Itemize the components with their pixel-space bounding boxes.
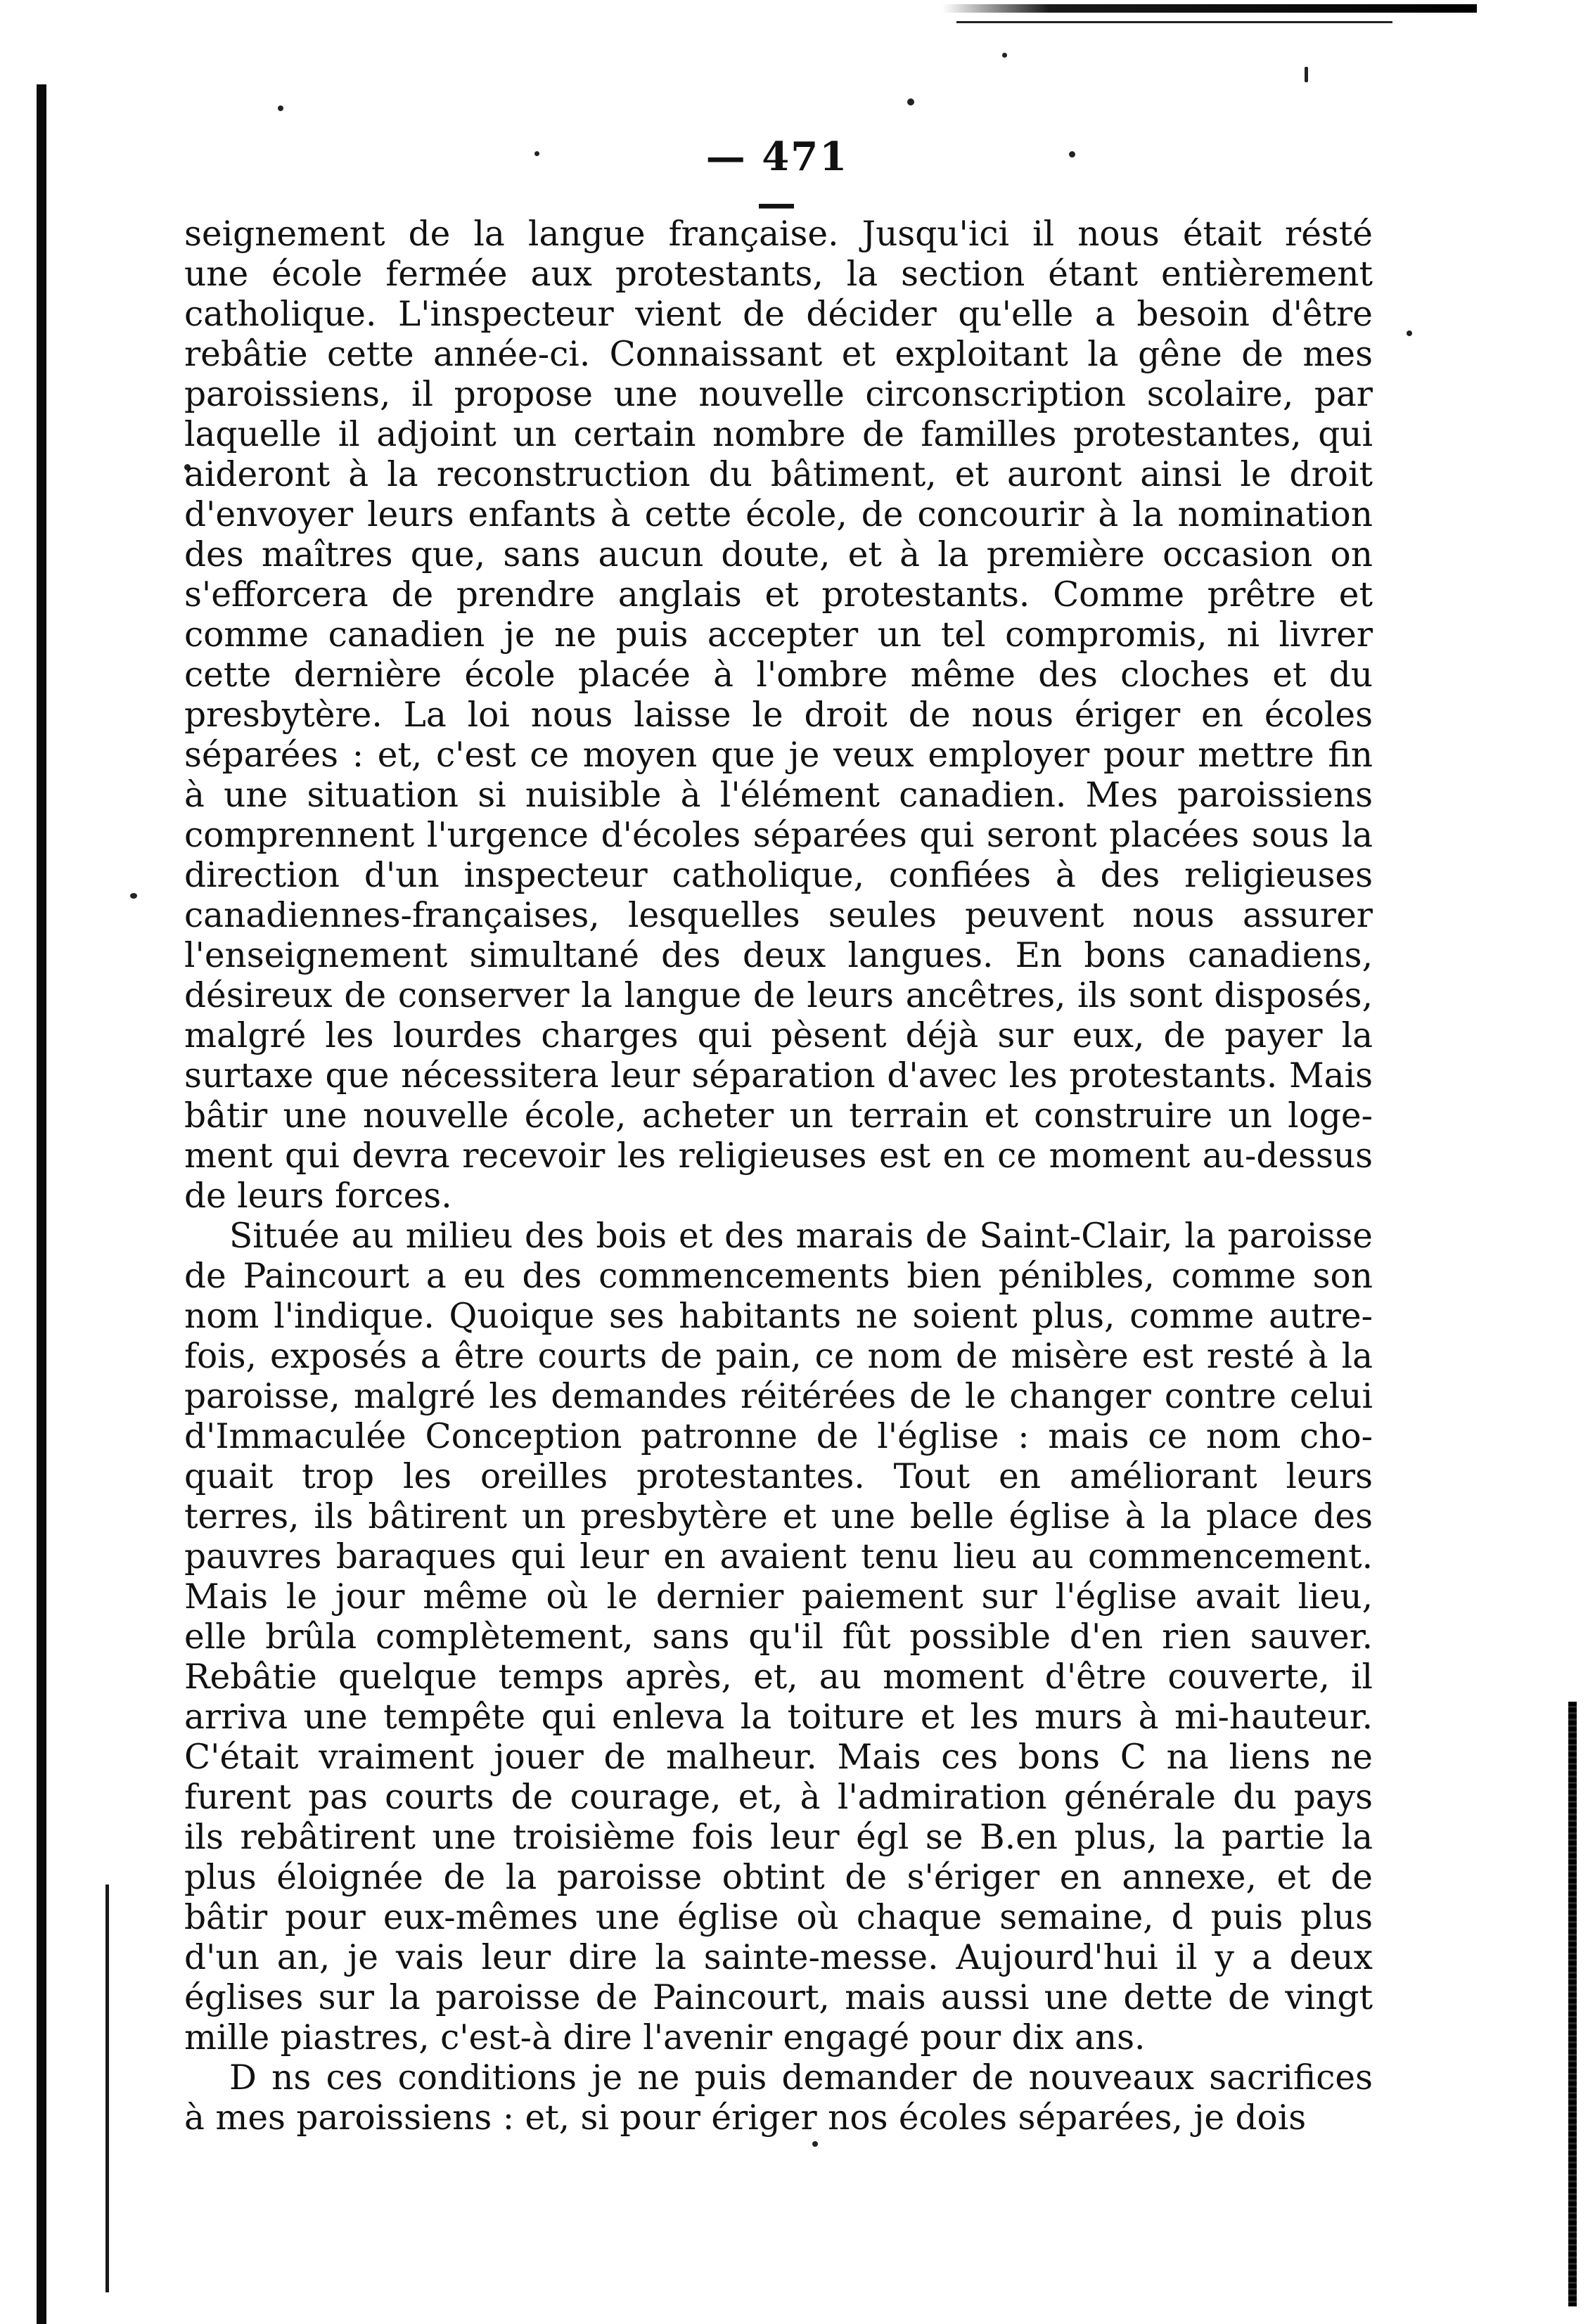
text-line: églises sur la paroisse de Paincourt, mais aussi une dette de vingt	[184, 1978, 1373, 2017]
text-line: aideront à la reconstruction du bâtiment, et auront ainsi le droit	[184, 455, 1373, 494]
scan-edge-right	[1568, 1702, 1577, 2306]
scan-speck	[278, 105, 283, 111]
text-line: arriva une tempête qui enleva la toiture et les murs à mi-hauteur.	[184, 1697, 1373, 1737]
text-line: Située au milieu des bois et des marais de Saint-Clair, la paroisse	[229, 1216, 1373, 1256]
text-line: à mes paroissiens : et, si pour ériger nos écoles séparées, je dois	[184, 2098, 1307, 2138]
text-line: canadiennes-françaises, lesquelles seules peuvent nous assurer	[184, 896, 1373, 935]
scan-speck	[1407, 330, 1412, 336]
text-line: D ns ces conditions je ne puis demander de nouveaux sacrifices	[229, 2058, 1373, 2098]
text-line: d'un an, je vais leur dire la sainte-messe. Aujourd'hui il y a deux	[184, 1938, 1373, 1977]
text-line: laquelle il adjoint un certain nombre de familles protestantes, qui	[184, 415, 1373, 454]
text-line: ment qui devra recevoir les religieuses est en ce moment au-dessus	[184, 1136, 1373, 1176]
text-line: désireux de conserver la langue de leurs ancêtres, ils sont disposés,	[184, 976, 1373, 1015]
text-line: pauvres baraques qui leur en avaient tenu lieu au commencement.	[184, 1537, 1373, 1577]
text-line: de leurs forces.	[184, 1176, 452, 1216]
text-line: Rebâtie quelque temps après, et, au moment d'être couverte, il	[184, 1657, 1373, 1697]
scan-speck	[1002, 53, 1007, 58]
text-line: catholique. L'inspecteur vient de décider qu'elle a besoin d'être	[184, 295, 1373, 334]
scan-edge-top-thin	[956, 21, 1392, 23]
text-line: d'Immaculée Conception patronne de l'église : mais ce nom cho-	[184, 1417, 1373, 1456]
text-line: bâtir pour eux-mêmes une église où chaque semaine, d puis plus	[184, 1898, 1373, 1937]
text-line: comprennent l'urgence d'écoles séparées qui seront placées sous la	[184, 816, 1373, 855]
text-line: elle brûla complètement, sans qu'il fût possible d'en rien sauver.	[184, 1617, 1373, 1657]
text-line: furent pas courts de courage, et, à l'admiration générale du pays	[184, 1778, 1373, 1817]
text-line: de Paincourt a eu des commencements bien pénibles, comme son	[184, 1257, 1373, 1296]
text-line: nom l'indique. Quoique ses habitants ne soient plus, comme autre-	[184, 1297, 1373, 1336]
text-line: bâtir une nouvelle école, acheter un terrain et construire un loge-	[184, 1096, 1373, 1136]
text-line: terres, ils bâtirent un presbytère et une belle église à la place des	[184, 1497, 1373, 1536]
text-line: malgré les lourdes charges qui pèsent déjà sur eux, de payer la	[184, 1016, 1373, 1055]
text-line: paroissiens, il propose une nouvelle circonscription scolaire, par	[184, 375, 1373, 414]
text-line: plus éloignée de la paroisse obtint de s'ériger en annexe, et de	[184, 1858, 1373, 1897]
paragraph	[184, 214, 1373, 1216]
paragraph	[184, 2058, 1373, 2138]
scan-speck	[534, 151, 539, 156]
text-line: seignement de la langue française. Jusqu'ici il nous était résté	[184, 214, 1373, 254]
scan-edge-left	[37, 84, 46, 2324]
text-line: quait trop les oreilles protestantes. Tout en améliorant leurs	[184, 1457, 1373, 1496]
text-line: paroisse, malgré les demandes réitérées de le changer contre celui	[184, 1377, 1373, 1416]
text-line: Mais le jour même où le dernier paiement sur l'église avait lieu,	[184, 1577, 1373, 1617]
text-line: une école fermée aux protestants, la section étant entièrement	[184, 255, 1373, 294]
text-line: surtaxe que nécessitera leur séparation d'avec les protestants. Mais	[184, 1056, 1373, 1096]
page-number: — 471 —	[705, 134, 849, 226]
text-line: l'enseignement simultané des deux langues. En bons canadiens,	[184, 936, 1373, 975]
text-line: comme canadien je ne puis accepter un tel compromis, ni livrer	[184, 615, 1373, 655]
scan-edge-left-thin	[105, 1885, 109, 2292]
text-line: des maîtres que, sans aucun doute, et à la première occasion on	[184, 535, 1373, 574]
text-line: séparées : et, c'est ce moyen que je veux employer pour mettre fin	[184, 736, 1373, 775]
body-text	[184, 214, 1373, 2138]
text-line: à une situation si nuisible à l'élément canadien. Mes paroissiens	[184, 776, 1373, 815]
text-line: s'efforcera de prendre anglais et protestants. Comme prêtre et	[184, 575, 1373, 615]
text-line: cette dernière école placée à l'ombre même des cloches et du	[184, 655, 1373, 695]
text-line: C'était vraiment jouer de malheur. Mais ces bons C na liens ne	[184, 1738, 1373, 1777]
text-line: ils rebâtirent une troisième fois leur égl se B.en plus, la partie la	[184, 1818, 1373, 1857]
text-line: d'envoyer leurs enfants à cette école, de concourir à la nomination	[184, 495, 1373, 534]
scan-speck	[907, 98, 914, 105]
scan-speck	[1069, 151, 1075, 158]
text-line: presbytère. La loi nous laisse le droit de nous ériger en écoles	[184, 695, 1373, 735]
scan-speck	[812, 2141, 818, 2147]
scan-edge-top	[942, 4, 1477, 13]
text-line: rebâtie cette année-ci. Connaissant et exploitant la gêne de mes	[184, 335, 1373, 374]
paragraph	[184, 1216, 1373, 2058]
text-line: fois, exposés a être courts de pain, ce nom de misère est resté à la	[184, 1337, 1373, 1376]
scan-speck	[130, 893, 137, 899]
scan-speck	[1305, 67, 1308, 82]
text-line: direction d'un inspecteur catholique, confiées à des religieuses	[184, 856, 1373, 895]
text-line: mille piastres, c'est-à dire l'avenir engagé pour dix ans.	[184, 2018, 1146, 2057]
